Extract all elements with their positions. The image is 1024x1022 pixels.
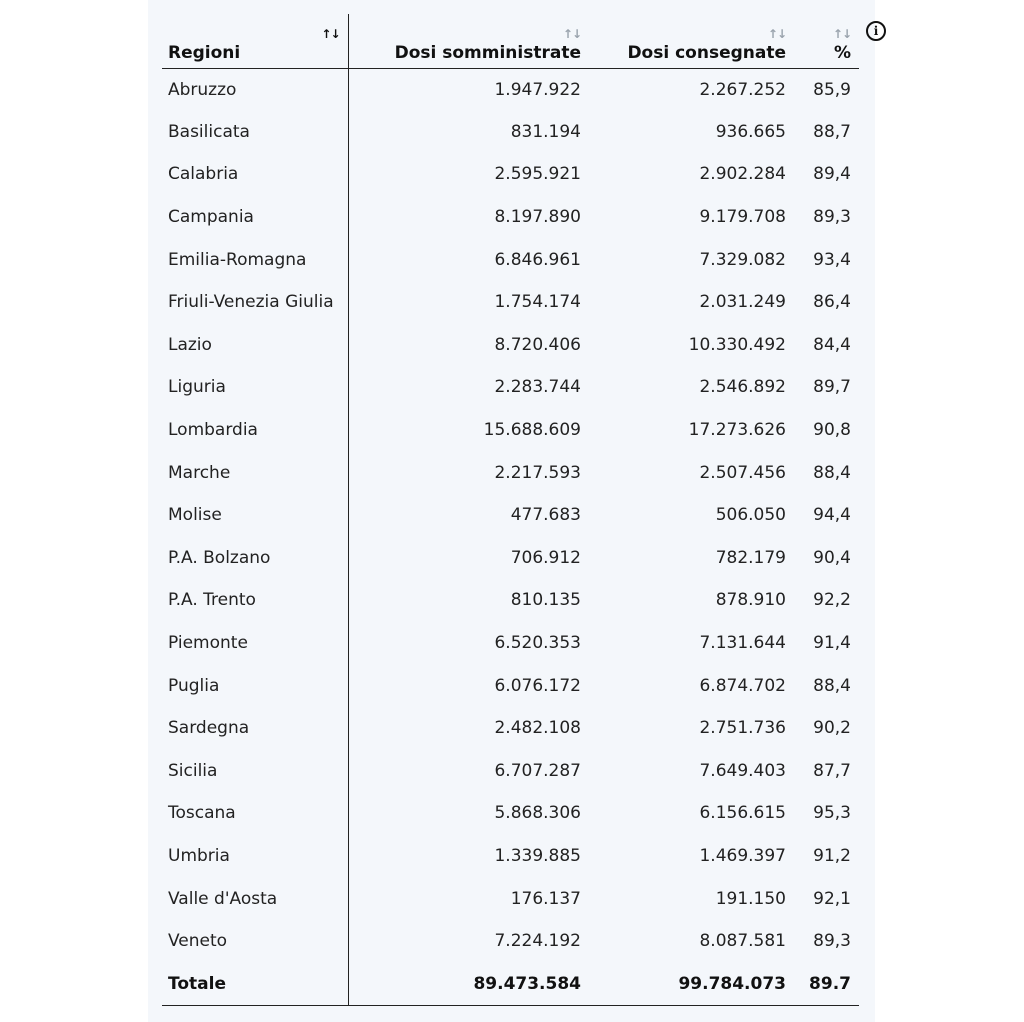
cell-doses-delivered: 2.031.249	[699, 292, 786, 313]
cell-doses-delivered: 878.910	[715, 590, 786, 611]
cell-percent: 92,2	[813, 590, 851, 611]
cell-percent: 89,3	[813, 207, 851, 228]
cell-percent: 95,3	[813, 803, 851, 824]
table-row	[162, 792, 859, 835]
total-percent: 89.7	[794, 962, 859, 1005]
cell-doses-administered: 6.076.172	[494, 675, 581, 696]
cell-percent: 94,4	[813, 505, 851, 526]
cell-percent: 87,7	[813, 760, 851, 781]
table-row	[162, 579, 859, 622]
table-row	[162, 750, 859, 793]
cell-doses-administered: 1.947.922	[494, 79, 581, 100]
cell-doses-delivered: 7.131.644	[699, 633, 786, 654]
cell-region: Abruzzo	[162, 68, 348, 111]
cell-percent: 91,2	[813, 845, 851, 866]
cell-doses-administered: 1.754.174	[494, 292, 581, 313]
cell-percent: 89,4	[813, 164, 851, 185]
column-header-percent[interactable]	[794, 14, 859, 68]
cell-percent: 88,4	[813, 462, 851, 483]
table-row	[162, 196, 859, 239]
column-header-label: Regioni	[168, 42, 241, 63]
sort-arrows-icon[interactable]: ↑↓	[562, 26, 581, 41]
cell-region: P.A. Bolzano	[162, 537, 348, 580]
cell-percent: 93,4	[813, 249, 851, 270]
cell-doses-delivered: 2.507.456	[699, 462, 786, 483]
cell-doses-delivered: 10.330.492	[688, 334, 786, 355]
table-row	[162, 153, 859, 196]
cell-region: Umbria	[162, 835, 348, 878]
table-row	[162, 920, 859, 963]
cell-percent: 89,3	[813, 931, 851, 952]
sort-arrows-icon[interactable]: ↑↓	[832, 26, 851, 41]
cell-doses-administered: 176.137	[510, 888, 581, 909]
column-header-label: Dosi consegnate	[627, 42, 786, 63]
cell-doses-administered: 8.720.406	[494, 334, 581, 355]
table-row	[162, 238, 859, 281]
cell-doses-delivered: 17.273.626	[688, 420, 786, 441]
column-header-doses-delivered[interactable]	[589, 14, 794, 68]
table-row	[162, 68, 859, 111]
cell-doses-administered: 5.868.306	[494, 803, 581, 824]
table-row	[162, 324, 859, 367]
column-header-label: %	[833, 42, 851, 63]
table-total-row	[162, 962, 859, 1005]
cell-percent: 88,7	[813, 121, 851, 142]
table-row	[162, 409, 859, 452]
cell-doses-delivered: 2.751.736	[699, 718, 786, 739]
cell-region: Veneto	[162, 920, 348, 963]
cell-doses-delivered: 2.267.252	[699, 79, 786, 100]
cell-percent: 91,4	[813, 633, 851, 654]
total-label: Totale	[162, 962, 348, 1005]
cell-doses-administered: 831.194	[510, 121, 581, 142]
cell-percent: 90,4	[813, 547, 851, 568]
table-row	[162, 835, 859, 878]
cell-doses-delivered: 2.546.892	[699, 377, 786, 398]
table-row	[162, 707, 859, 750]
table-row	[162, 494, 859, 537]
cell-doses-administered: 706.912	[510, 547, 581, 568]
cell-region: P.A. Trento	[162, 579, 348, 622]
cell-percent: 85,9	[813, 79, 851, 100]
cell-doses-delivered: 7.329.082	[699, 249, 786, 270]
cell-doses-administered: 810.135	[510, 590, 581, 611]
cell-doses-administered: 2.217.593	[494, 462, 581, 483]
cell-region: Marche	[162, 451, 348, 494]
cell-doses-delivered: 936.665	[715, 121, 786, 142]
cell-region: Toscana	[162, 792, 348, 835]
cell-doses-delivered: 506.050	[715, 505, 786, 526]
table-row	[162, 622, 859, 665]
cell-region: Liguria	[162, 366, 348, 409]
table-row	[162, 451, 859, 494]
cell-region: Sardegna	[162, 707, 348, 750]
info-icon[interactable]: i	[866, 21, 886, 41]
cell-percent: 84,4	[813, 334, 851, 355]
cell-doses-delivered: 6.874.702	[699, 675, 786, 696]
cell-doses-delivered: 2.902.284	[699, 164, 786, 185]
cell-region: Campania	[162, 196, 348, 239]
total-doses-delivered: 99.784.073	[589, 962, 794, 1005]
cell-doses-delivered: 8.087.581	[699, 931, 786, 952]
cell-region: Valle d'Aosta	[162, 877, 348, 920]
table-row	[162, 664, 859, 707]
table-body	[162, 68, 859, 1005]
cell-percent: 92,1	[813, 888, 851, 909]
cell-doses-delivered: 1.469.397	[699, 845, 786, 866]
cell-region: Lazio	[162, 324, 348, 367]
sort-arrows-icon[interactable]: ↑↓	[767, 26, 786, 41]
cell-region: Piemonte	[162, 622, 348, 665]
cell-doses-administered: 7.224.192	[494, 931, 581, 952]
cell-doses-administered: 8.197.890	[494, 207, 581, 228]
cell-percent: 88,4	[813, 675, 851, 696]
cell-doses-administered: 2.595.921	[494, 164, 581, 185]
cell-doses-administered: 2.482.108	[494, 718, 581, 739]
sort-arrows-icon[interactable]: ↑↓	[321, 26, 340, 41]
cell-doses-administered: 2.283.744	[494, 377, 581, 398]
table-row	[162, 877, 859, 920]
cell-doses-administered: 477.683	[510, 505, 581, 526]
cell-doses-administered: 6.707.287	[494, 760, 581, 781]
cell-percent: 90,2	[813, 718, 851, 739]
column-header-doses-administered[interactable]	[348, 14, 589, 68]
table-row	[162, 537, 859, 580]
cell-region: Friuli-Venezia Giulia	[162, 281, 348, 324]
cell-doses-administered: 15.688.609	[483, 420, 581, 441]
table-header-row	[162, 14, 859, 68]
cell-doses-delivered: 6.156.615	[699, 803, 786, 824]
cell-region: Molise	[162, 494, 348, 537]
cell-doses-delivered: 191.150	[715, 888, 786, 909]
column-header-regions[interactable]	[162, 14, 348, 68]
cell-percent: 86,4	[813, 292, 851, 313]
table-row	[162, 281, 859, 324]
cell-doses-delivered: 9.179.708	[699, 207, 786, 228]
column-header-label: Dosi somministrate	[394, 42, 581, 63]
table-row	[162, 366, 859, 409]
cell-doses-administered: 1.339.885	[494, 845, 581, 866]
cell-region: Puglia	[162, 664, 348, 707]
cell-percent: 89,7	[813, 377, 851, 398]
cell-region: Sicilia	[162, 750, 348, 793]
vaccine-doses-table	[162, 14, 859, 1006]
cell-region: Calabria	[162, 153, 348, 196]
cell-doses-administered: 6.520.353	[494, 633, 581, 654]
cell-doses-delivered: 782.179	[715, 547, 786, 568]
cell-percent: 90,8	[813, 420, 851, 441]
cell-doses-delivered: 7.649.403	[699, 760, 786, 781]
cell-region: Emilia-Romagna	[162, 238, 348, 281]
cell-region: Lombardia	[162, 409, 348, 452]
cell-region: Basilicata	[162, 111, 348, 154]
cell-doses-administered: 6.846.961	[494, 249, 581, 270]
total-doses-administered: 89.473.584	[348, 962, 589, 1005]
table-row	[162, 111, 859, 154]
